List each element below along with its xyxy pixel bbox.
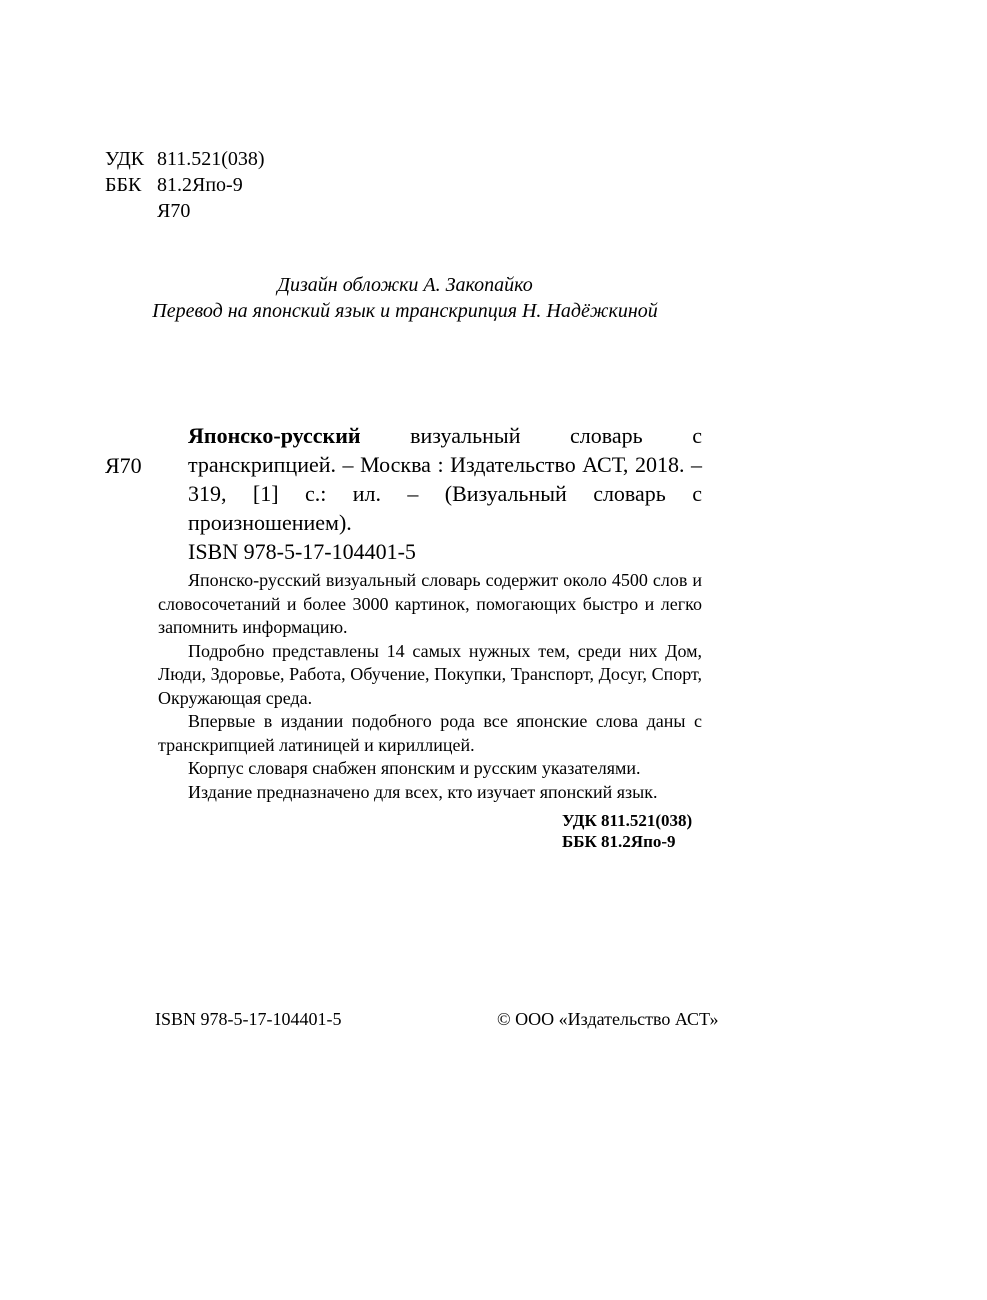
credits-block (105, 272, 705, 324)
abstract (158, 569, 702, 804)
bbk-row (105, 172, 265, 198)
abstract-paragraph: Впервые в издании подобного рода все японские слова даны с транскрипцией латиницей и кириллицей. (158, 711, 702, 755)
shelf-mark: Я70 (105, 453, 142, 478)
abstract-paragraph: Подробно представлены 14 самых нужных тем, среди них Дом, Люди, Здоровье, Работа, Обучение, Покупки, Транспорт, Досуг, Спорт, Окружающая среда. (158, 640, 702, 708)
udk-value: 811.521(038) (157, 148, 265, 170)
abstract-paragraph: Японско-русский визуальный словарь содержит около 4500 слов и словосочетаний и более 3000 картинок, помогающих быстро и легко запомнить информацию. (158, 570, 702, 637)
bbk-label: ББК (105, 174, 142, 196)
bbk-bottom: ББК 81.2Япо-9 (562, 832, 676, 851)
udk-label: УДК (105, 148, 145, 170)
classification-block (105, 146, 265, 224)
abstract-paragraph: Корпус словаря снабжен японским и русским указателями. (188, 758, 641, 778)
author-mark: Я70 (157, 200, 191, 222)
footer-isbn: ISBN 978-5-17-104401-5 (155, 1009, 342, 1029)
bibliographic-description (188, 421, 702, 537)
udk-bottom: УДК 811.521(038) (562, 811, 693, 830)
classification-bottom (562, 810, 692, 852)
title-bold: Японско-русский (188, 423, 361, 448)
cover-design-credit: Дизайн обложки А. Закопайко (277, 274, 533, 296)
description-text: визуальный словарь с транскрипцией. – Москва : Издательство АСТ, 2018. – 319, [1] с.: ил. – (Визуальный словарь с произношением). (188, 423, 702, 535)
udk-row (105, 146, 265, 172)
translation-credit: Перевод на японский язык и транскрипция Н. Надёжкиной (152, 300, 658, 322)
footer-copyright: © ООО «Издательство АСТ» (497, 1009, 719, 1029)
isbn-main: ISBN 978-5-17-104401-5 (188, 539, 416, 564)
bbk-value: 81.2Япо-9 (157, 174, 243, 196)
abstract-paragraph: Издание предназначено для всех, кто изучает японский язык. (188, 781, 658, 802)
